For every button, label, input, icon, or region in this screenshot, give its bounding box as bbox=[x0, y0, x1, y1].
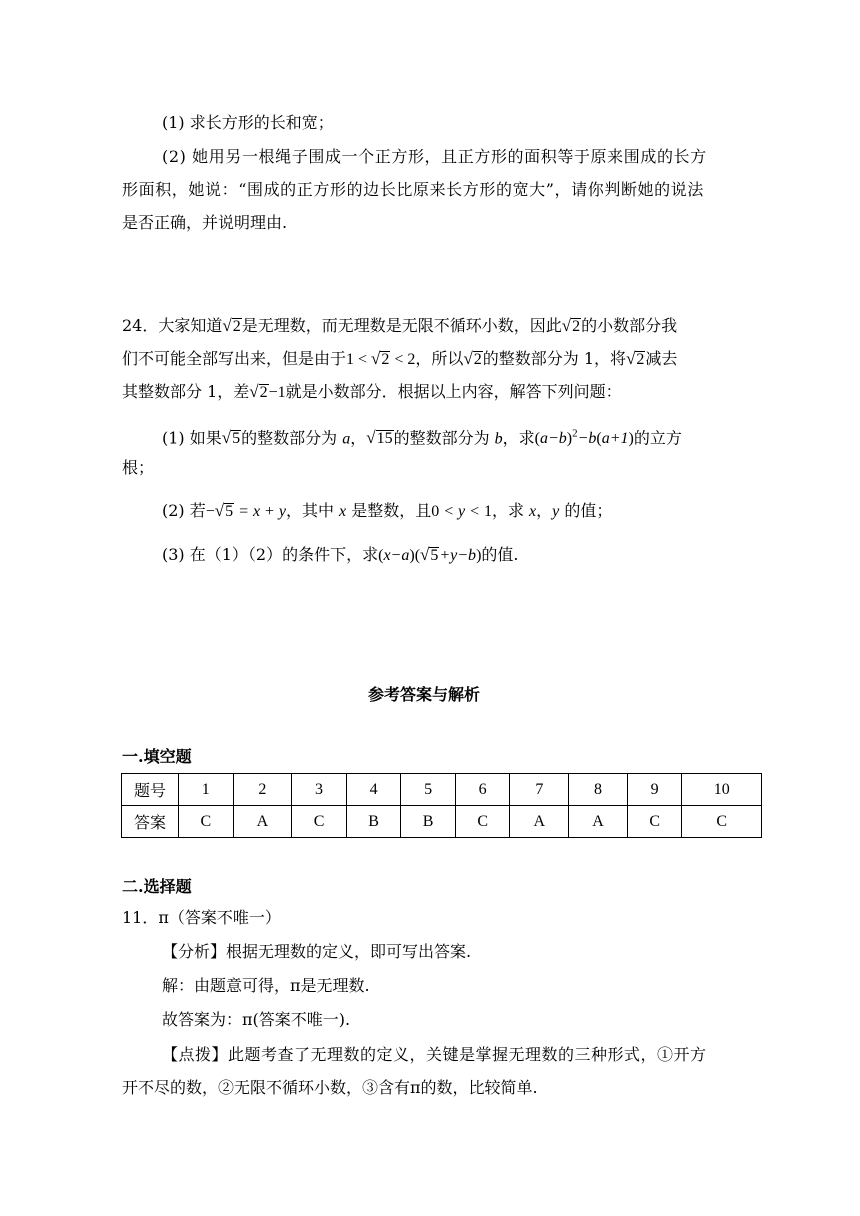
sqrt2-expr: √2 bbox=[626, 349, 645, 368]
table-cell: 4 bbox=[346, 774, 401, 806]
q24-text: ，求 bbox=[502, 428, 535, 448]
section-fill-blank: 一.填空题 bbox=[122, 747, 192, 766]
table-cell: 8 bbox=[569, 774, 628, 806]
table-cell: 6 bbox=[455, 774, 510, 806]
inequality-expr: 1 < √2 < 2 bbox=[346, 349, 416, 368]
table-header-cell: 答案 bbox=[122, 806, 179, 838]
q24-text: 的立方 bbox=[633, 428, 682, 448]
q24-text: ，其中 bbox=[285, 501, 340, 520]
solution-text: 解：由题意可得，π是无理数. bbox=[162, 976, 370, 995]
q24-text: 的值. bbox=[481, 545, 519, 564]
q24-text: 们不可能全部写出来，但是由于 bbox=[122, 349, 347, 368]
table-cell: B bbox=[346, 806, 401, 838]
q24-text: 的值； bbox=[559, 501, 613, 520]
table-cell: C bbox=[179, 806, 234, 838]
table-cell: 9 bbox=[627, 774, 682, 806]
q24-text: 是整数，且 bbox=[346, 501, 432, 520]
q24-line1 bbox=[122, 314, 677, 339]
q24-line2 bbox=[122, 347, 677, 372]
range-expr: 0 < y < 1 bbox=[431, 503, 492, 520]
table-cell: C bbox=[292, 806, 347, 838]
q24-number: 24． bbox=[122, 316, 159, 335]
q23-part2-line3: 是否正确，并说明理由. bbox=[122, 213, 288, 232]
var-b: b bbox=[494, 430, 503, 448]
table-cell: C bbox=[682, 806, 762, 838]
tip-line1: 【点拨】此题考查了无理数的定义，关键是掌握无理数的三种形式，①开方 bbox=[162, 1045, 707, 1064]
q24-text: (1) 如果 bbox=[162, 428, 222, 448]
table-cell: 5 bbox=[401, 774, 456, 806]
q24-text: 其整数部分 1，差 bbox=[122, 382, 250, 401]
q24-sub3 bbox=[162, 543, 518, 568]
var-y: y bbox=[552, 503, 560, 520]
table-cell: A bbox=[569, 806, 628, 838]
q24-sub1-line2: 根； bbox=[122, 458, 155, 477]
sqrt15-expr: √15 bbox=[366, 428, 393, 448]
table-cell: C bbox=[455, 806, 510, 838]
q23-part2-line1: (2) 她用另一根绳子围成一个正方形，且正方形的面积等于原来围成的长方 bbox=[162, 147, 707, 166]
table-cell: 10 bbox=[682, 774, 762, 806]
equation-expr: −√5 = x + y bbox=[205, 501, 286, 520]
var-x: x bbox=[339, 503, 347, 520]
var-x: x bbox=[529, 503, 537, 520]
sqrt5-expr: √5 bbox=[221, 428, 241, 448]
answer-q11: 11．π（答案不唯一） bbox=[122, 908, 281, 927]
fraction-part-expr: √2−1 bbox=[249, 382, 286, 401]
q24-text: 减去 bbox=[645, 349, 678, 368]
q24-text: 大家知道 bbox=[158, 316, 223, 335]
q24-sub2 bbox=[162, 499, 612, 524]
q24-text: ， bbox=[536, 501, 553, 520]
q24-text: 的小数部分我 bbox=[581, 316, 678, 335]
q23-part2-line2: 形面积，她说：“围成的正方形的边长比原来长方形的宽大”，请你判断她的说法 bbox=[122, 180, 704, 199]
q24-text: 的整数部分为 bbox=[393, 428, 495, 448]
q24-line3 bbox=[122, 380, 622, 405]
table-cell: 7 bbox=[510, 774, 569, 806]
section-multiple-choice: 二.选择题 bbox=[122, 877, 192, 896]
analysis-text: 【分析】根据无理数的定义，即可写出答案. bbox=[162, 942, 472, 961]
product-expr: (x−a)(√5+y−b) bbox=[378, 545, 482, 564]
q24-text: 就是小数部分．根据以上内容，解答下列问题： bbox=[285, 382, 622, 401]
table-cell: 3 bbox=[292, 774, 347, 806]
table-cell: 1 bbox=[179, 774, 234, 806]
var-a: a bbox=[342, 430, 351, 448]
q24-text: ，所以 bbox=[415, 349, 464, 368]
answers-title: 参考答案与解析 bbox=[368, 685, 481, 704]
table-cell: B bbox=[401, 806, 456, 838]
q24-text: (3) 在（1）（2）的条件下，求 bbox=[162, 545, 379, 564]
table-row bbox=[122, 806, 762, 838]
q23-part1: (1) 求长方形的长和宽； bbox=[162, 113, 334, 132]
cube-root-expr: $(a-b)^2-b(a+1)$ bbox=[534, 428, 634, 448]
sqrt2-expr: √2 bbox=[222, 316, 241, 335]
table-cell: A bbox=[233, 806, 292, 838]
tip-line2: 开不尽的数，②无限不循环小数，③含有π的数，比较简单. bbox=[122, 1078, 538, 1097]
q24-sub1-line1 bbox=[162, 422, 682, 451]
answer-table bbox=[121, 773, 762, 838]
q24-text: 的整数部分为 1，将 bbox=[482, 349, 627, 368]
sqrt2-expr: √2 bbox=[561, 316, 581, 335]
table-row bbox=[122, 774, 762, 806]
table-header-cell: 题号 bbox=[122, 774, 179, 806]
table-cell: C bbox=[627, 806, 682, 838]
q24-text: (2) 若 bbox=[162, 501, 206, 520]
sqrt2-expr: √2 bbox=[463, 349, 482, 368]
conclusion-text: 故答案为：π(答案不唯一). bbox=[162, 1010, 351, 1029]
q24-text: 是无理数，而无理数是无限不循环小数，因此 bbox=[241, 316, 562, 335]
q24-text: ，求 bbox=[491, 501, 530, 520]
q24-text: ， bbox=[350, 428, 367, 448]
table-cell: A bbox=[510, 806, 569, 838]
q24-text: 的整数部分为 bbox=[241, 428, 343, 448]
table-cell: 2 bbox=[233, 774, 292, 806]
